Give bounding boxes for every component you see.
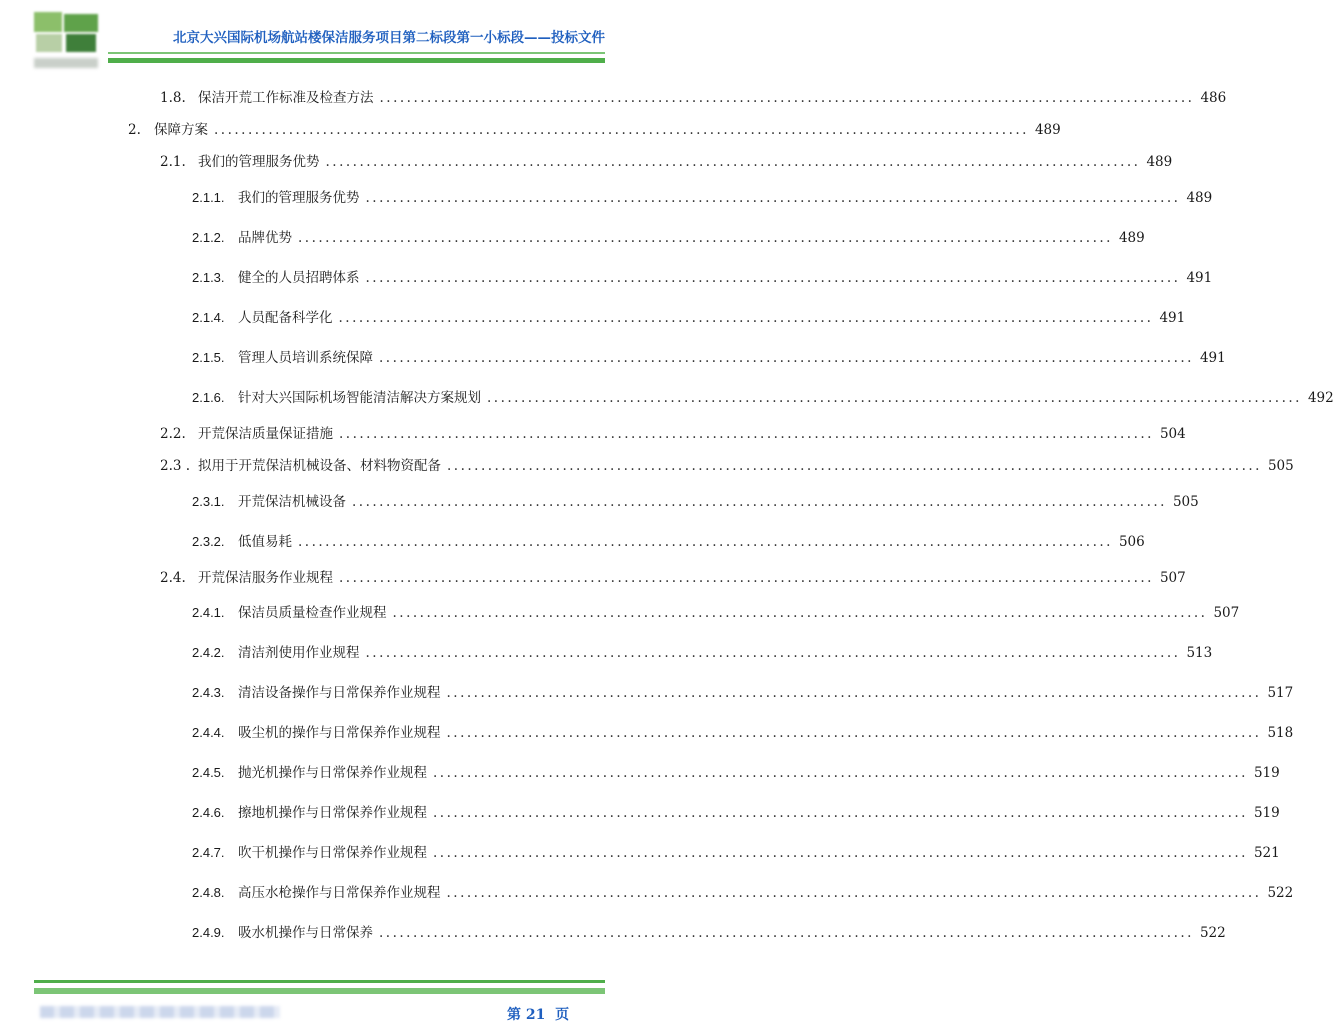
toc-dot-leader: ........................................................................................................................ <box>487 390 1302 406</box>
toc-entry-title: 健全的人员招聘体系 <box>238 270 360 286</box>
toc-entry-number: 2.1.1. <box>192 190 225 205</box>
toc-entry[interactable] <box>160 456 1294 476</box>
toc-entry-page: 492 <box>1307 390 1334 406</box>
toc-entry-title: 拟用于开荒保洁机械设备、材料物资配备 <box>198 458 441 474</box>
toc-entry-number: 2.4.6. <box>192 805 225 820</box>
header-title: 北京大兴国际机场航站楼保洁服务项目第二标段第一小标段——投标文件 <box>173 30 605 46</box>
toc-entry-number: 2.4.3. <box>192 685 225 700</box>
toc-dot-leader: ........................................................................................................................ <box>446 685 1262 701</box>
toc-entry-page: 504 <box>1159 426 1186 442</box>
toc-entry-page: 505 <box>1267 458 1294 474</box>
toc-entry-title: 吸尘机的操作与日常保养作业规程 <box>238 725 441 741</box>
toc-dot-leader: ........................................................................................................................ <box>338 310 1154 326</box>
footer-rule-thick <box>34 988 605 994</box>
toc-entry[interactable] <box>192 723 1294 743</box>
toc-entry-title: 擦地机操作与日常保养作业规程 <box>238 805 427 821</box>
toc-entry-number: 2.4.4. <box>192 725 225 740</box>
toc-dot-leader: ........................................................................................................................ <box>325 154 1141 170</box>
toc-entry-number: 2.1.3. <box>192 270 225 285</box>
toc-entry[interactable] <box>192 268 1213 288</box>
toc-entry-number: 2. <box>128 122 141 138</box>
toc-entry[interactable] <box>192 643 1213 663</box>
toc-entry-number: 2.1. <box>160 154 186 170</box>
toc-entry-title: 针对大兴国际机场智能清洁解决方案规划 <box>238 390 481 406</box>
page-number: 第 21 页 <box>507 1007 570 1023</box>
toc-entry[interactable] <box>192 763 1280 783</box>
toc-entry[interactable] <box>160 88 1227 108</box>
toc-entry-page: 491 <box>1186 270 1213 286</box>
toc-entry-title: 开荒保洁机械设备 <box>238 494 346 510</box>
toc-dot-leader: ........................................................................................................................ <box>433 765 1248 781</box>
toc-entry-title: 管理人员培训系统保障 <box>238 350 373 366</box>
toc-entry[interactable] <box>192 603 1240 623</box>
toc-entry-page: 522 <box>1267 885 1294 901</box>
toc-entry[interactable] <box>160 424 1186 444</box>
toc-entry-title: 保洁员质量检查作业规程 <box>238 605 387 621</box>
toc-entry[interactable] <box>192 683 1294 703</box>
toc-entry-number: 2.4.5. <box>192 765 225 780</box>
toc-entry[interactable] <box>192 923 1226 943</box>
toc-entry-title: 开荒保洁服务作业规程 <box>198 570 333 586</box>
toc-entry-number: 2.1.4. <box>192 310 225 325</box>
toc-entry-title: 吸水机操作与日常保养 <box>238 925 373 941</box>
toc-entry-page: 507 <box>1213 605 1240 621</box>
toc-entry[interactable] <box>160 152 1173 172</box>
toc-dot-leader: ........................................................................................................................ <box>447 458 1262 474</box>
toc-dot-leader: ........................................................................................................................ <box>352 494 1167 510</box>
toc-entry[interactable] <box>192 492 1199 512</box>
toc-entry-page: 521 <box>1253 845 1280 861</box>
toc-entry[interactable] <box>192 188 1213 208</box>
toc-entry-number: 2.4.2. <box>192 645 225 660</box>
toc-entry-number: 2.4.7. <box>192 845 225 860</box>
toc-entry[interactable] <box>192 348 1226 368</box>
toc-entry-page: 517 <box>1267 685 1294 701</box>
toc-entry-number: 2.3 . <box>160 458 191 474</box>
toc-dot-leader: ........................................................................................................................ <box>298 534 1113 550</box>
toc-entry-title: 保障方案 <box>154 122 208 138</box>
toc-entry-number: 1.8. <box>160 90 186 106</box>
toc-dot-leader: ........................................................................................................................ <box>433 845 1248 861</box>
toc-entry[interactable] <box>160 568 1186 588</box>
toc-entry-title: 开荒保洁质量保证措施 <box>198 426 333 442</box>
toc-dot-leader: ........................................................................................................................ <box>339 570 1154 586</box>
toc-entry-page: 513 <box>1186 645 1213 661</box>
toc-entry[interactable] <box>128 120 1061 140</box>
toc-entry-title: 吹干机操作与日常保养作业规程 <box>238 845 427 861</box>
footer-company-text <box>40 1006 280 1018</box>
toc-entry-page: 505 <box>1172 494 1199 510</box>
toc-entry-title: 人员配备科学化 <box>238 310 333 326</box>
toc-entry-number: 2.4.8. <box>192 885 225 900</box>
toc-dot-leader: ........................................................................................................................ <box>214 122 1029 138</box>
toc-entry-page: 489 <box>1034 122 1061 138</box>
toc-entry-title: 品牌优势 <box>238 230 292 246</box>
toc-entry-page: 506 <box>1118 534 1145 550</box>
toc-entry-page: 491 <box>1199 350 1226 366</box>
toc-entry-page: 486 <box>1200 90 1227 106</box>
toc-dot-leader: ........................................................................................................................ <box>392 605 1208 621</box>
toc-entry-page: 518 <box>1267 725 1294 741</box>
toc-entry-title: 低值易耗 <box>238 534 292 550</box>
toc-dot-leader: ........................................................................................................................ <box>339 426 1154 442</box>
footer-rule-thin <box>34 980 605 983</box>
toc-entry[interactable] <box>192 532 1145 552</box>
toc-dot-leader: ........................................................................................................................ <box>446 885 1262 901</box>
toc-dot-leader: ........................................................................................................................ <box>433 805 1248 821</box>
toc-entry-page: 519 <box>1253 765 1280 781</box>
toc-dot-leader: ........................................................................................................................ <box>365 270 1181 286</box>
toc-entry[interactable] <box>192 803 1280 823</box>
toc-entry[interactable] <box>192 308 1186 328</box>
toc-entry-number: 2.4.1. <box>192 605 225 620</box>
toc-entry-number: 2.3.2. <box>192 534 225 549</box>
toc-dot-leader: ........................................................................................................................ <box>379 350 1194 366</box>
toc-entry-number: 2.2. <box>160 426 186 442</box>
toc-entry-page: 522 <box>1199 925 1226 941</box>
toc-dot-leader: ........................................................................................................................ <box>365 645 1181 661</box>
toc-entry-title: 清洁设备操作与日常保养作业规程 <box>238 685 441 701</box>
toc-entry-title: 高压水枪操作与日常保养作业规程 <box>238 885 441 901</box>
toc-entry[interactable] <box>192 228 1145 248</box>
toc-dot-leader: ........................................................................................................................ <box>298 230 1113 246</box>
toc-entry-page: 507 <box>1159 570 1186 586</box>
toc-entry[interactable] <box>192 883 1294 903</box>
toc-entry-number: 2.3.1. <box>192 494 225 509</box>
toc-entry-title: 保洁开荒工作标准及检查方法 <box>198 90 374 106</box>
toc-entry-title: 抛光机操作与日常保养作业规程 <box>238 765 427 781</box>
toc-dot-leader: ........................................................................................................................ <box>446 725 1262 741</box>
toc-entry-page: 519 <box>1253 805 1280 821</box>
toc-dot-leader: ........................................................................................................................ <box>379 90 1195 106</box>
toc-entry-number: 2.4. <box>160 570 186 586</box>
toc-entry-page: 489 <box>1146 154 1173 170</box>
toc-entry[interactable] <box>192 388 1334 408</box>
toc-entry-title: 我们的管理服务优势 <box>238 190 360 206</box>
toc-dot-leader: ........................................................................................................................ <box>379 925 1194 941</box>
toc-entry-number: 2.1.6. <box>192 390 225 405</box>
toc-entry-number: 2.1.2. <box>192 230 225 245</box>
toc-entry-number: 2.4.9. <box>192 925 225 940</box>
toc-entry-title: 我们的管理服务优势 <box>198 154 320 170</box>
toc-entry[interactable] <box>192 843 1280 863</box>
toc-entry-title: 清洁剂使用作业规程 <box>238 645 360 661</box>
toc-dot-leader: ........................................................................................................................ <box>365 190 1181 206</box>
toc-entry-page: 489 <box>1118 230 1145 246</box>
toc-entry-page: 491 <box>1159 310 1186 326</box>
toc-entry-page: 489 <box>1186 190 1213 206</box>
toc-entry-number: 2.1.5. <box>192 350 225 365</box>
